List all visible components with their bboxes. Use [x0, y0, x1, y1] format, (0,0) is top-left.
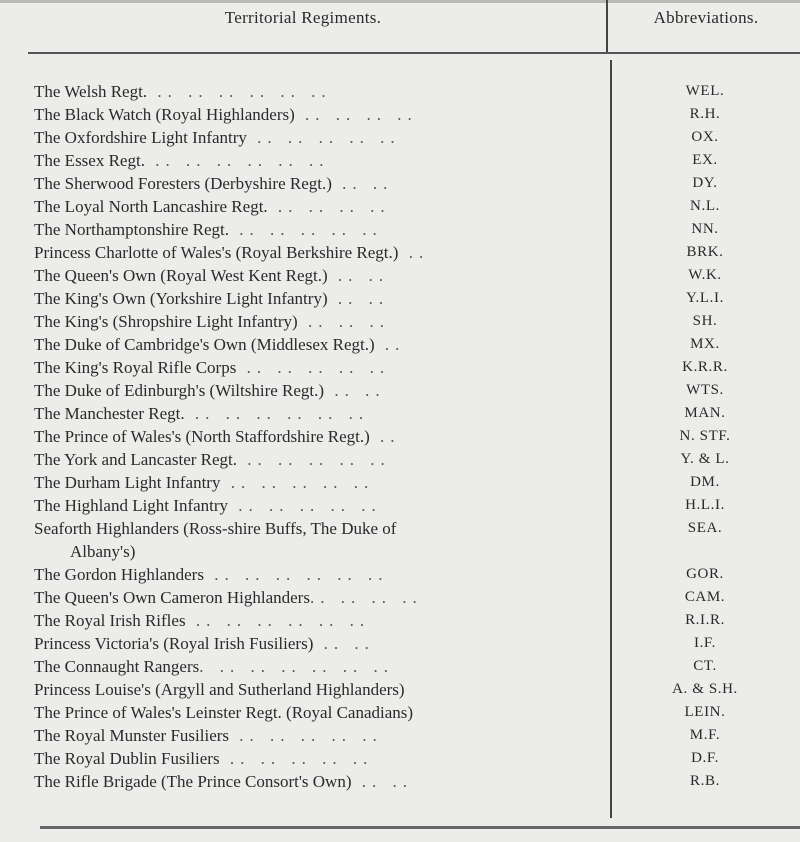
table-row	[0, 655, 800, 678]
table-row	[0, 287, 800, 310]
dot-leader: .. .. .. .. .. ..	[185, 611, 371, 630]
dot-leader: .. .. .. .. ..	[229, 220, 383, 239]
regiment-name-text: The Northamptonshire Regt.	[34, 220, 229, 239]
table-row	[0, 609, 800, 632]
regiment-name	[34, 287, 604, 310]
regiment-name	[34, 333, 604, 356]
regiment-name-continuation: Albany's)	[70, 542, 136, 561]
regiment-abbreviation: OX.	[691, 129, 719, 145]
regiment-name	[34, 471, 604, 494]
regiment-abbreviation: R.H.	[689, 106, 721, 122]
dot-leader: .. .. .. .. ..	[219, 749, 374, 768]
dot-leader: .. .. .. .. .. ..	[147, 82, 332, 101]
table-row	[0, 310, 800, 333]
table-row	[0, 701, 800, 724]
regiment-abbreviation: LEIN.	[684, 704, 726, 720]
dot-leader: .. ..	[313, 634, 375, 653]
dot-leader: .. .. ..	[297, 312, 390, 331]
regiment-name	[34, 632, 604, 655]
header-column-divider	[606, 0, 608, 52]
table-row	[0, 770, 800, 793]
regiment-abbreviation: EX.	[692, 152, 718, 168]
dot-leader: .. .. .. .. ..	[237, 450, 391, 469]
table-row	[0, 747, 800, 770]
regiment-abbreviation: GOR.	[686, 566, 724, 582]
regiment-name	[34, 218, 604, 241]
regiment-name-text: The Welsh Regt.	[34, 82, 148, 101]
regiment-name	[34, 678, 604, 701]
regiment-name-text: The Black Watch (Royal Highlanders)	[34, 105, 295, 124]
regiment-name	[34, 701, 604, 724]
regiment-name-text: The Manchester Regt.	[34, 404, 185, 423]
regiment-name-text: The Queen's Own Cameron Highlanders	[34, 588, 310, 607]
table-row	[0, 103, 800, 126]
regiment-name	[34, 264, 604, 287]
regiment-name	[34, 747, 604, 770]
regiment-name	[34, 586, 604, 609]
regiment-name-text: The Connaught Rangers	[34, 657, 200, 676]
regiment-abbreviation: R.I.R.	[685, 612, 725, 628]
regiment-abbreviation: CAM.	[684, 589, 726, 605]
dot-leader: ..	[369, 427, 401, 446]
regiment-abbreviation: DM.	[690, 474, 720, 490]
dot-leader: .. .. .. .. .. ..	[144, 151, 330, 170]
regiment-name-text: Princess Charlotte of Wales's (Royal Berkshire Regt.)	[34, 243, 399, 262]
regiment-abbreviation: Y. & L.	[680, 451, 730, 467]
regiment-name-text: The Loyal North Lancashire Regt.	[34, 197, 268, 216]
regiment-name-text: The Royal Munster Fusiliers	[34, 726, 230, 745]
table-row	[0, 471, 800, 494]
regiment-abbreviation: K.R.R.	[682, 359, 728, 375]
dot-leader: .. .. .. .. ..	[220, 473, 375, 492]
regiment-name	[34, 80, 604, 103]
regiment-name	[34, 655, 604, 678]
table-row	[0, 517, 800, 563]
regiment-abbreviation: A. & S.H.	[672, 681, 738, 697]
regiment-name	[34, 563, 604, 586]
table-row	[0, 632, 800, 655]
table-row	[0, 448, 800, 471]
dot-leader: .. .. .. .. .. ..	[203, 565, 389, 584]
table-row	[0, 494, 800, 517]
table-row	[0, 172, 800, 195]
regiment-name-text: The King's Own (Yorkshire Light Infantry)	[34, 289, 328, 308]
header-rule	[28, 52, 800, 54]
table-row	[0, 724, 800, 747]
regiment-abbreviation: WEL.	[685, 83, 725, 99]
regiment-abbreviation: MX.	[690, 336, 720, 352]
regiment-abbreviation: R.B.	[690, 773, 720, 789]
dot-leader: .. ..	[327, 289, 390, 308]
table-row	[0, 218, 800, 241]
regiment-name-text: The Rifle Brigade (The Prince Consort's Own)	[34, 772, 352, 791]
dot-leader: .. .. .. ..	[294, 105, 418, 124]
dot-leader: .. .. .. .. ..	[236, 358, 391, 377]
dot-leader: ..	[374, 335, 406, 354]
regiment-abbreviation: NN.	[691, 221, 719, 237]
regiment-name-text: The Royal Irish Rifles	[34, 611, 186, 630]
regiment-name	[34, 379, 604, 402]
regiment-name-text: The King's (Shropshire Light Infantry)	[34, 312, 298, 331]
regiment-abbreviation: I.F.	[693, 635, 717, 651]
table-row	[0, 126, 800, 149]
regiment-name	[34, 425, 604, 448]
table-row	[0, 563, 800, 586]
regiment-name-text: The Prince of Wales's Leinster Regt. (Royal Canadians)	[34, 703, 414, 722]
regiment-abbreviation: D.F.	[691, 750, 719, 766]
table-row	[0, 356, 800, 379]
regiment-name	[34, 356, 604, 379]
regiment-abbreviation: CT.	[693, 658, 717, 674]
table-row	[0, 333, 800, 356]
regiment-name-text: The Oxfordshire Light Infantry	[34, 128, 247, 147]
regiment-abbreviation: H.L.I.	[685, 497, 725, 513]
regiment-name	[34, 448, 604, 471]
regiment-abbreviation: SEA.	[687, 520, 723, 536]
regiments-table	[0, 80, 800, 793]
regiment-name	[34, 310, 604, 333]
table-row	[0, 149, 800, 172]
table-row	[0, 241, 800, 264]
regiment-name	[34, 724, 604, 747]
regiment-name-text: The Durham Light Infantry	[34, 473, 221, 492]
table-row	[0, 402, 800, 425]
table-row	[0, 264, 800, 287]
top-rule	[0, 0, 800, 3]
dot-leader: .. .. .. .. ..	[229, 726, 383, 745]
regiment-name	[34, 103, 604, 126]
table-row	[0, 379, 800, 402]
regiment-abbreviation: N. STF.	[679, 428, 731, 444]
regiment-abbreviation: N.L.	[690, 198, 720, 214]
table-row	[0, 586, 800, 609]
regiment-name-text: Seaforth Highlanders (Ross-shire Buffs, The Duke of	[34, 519, 397, 538]
regiment-name-text: The Queen's Own (Royal West Kent Regt.)	[34, 266, 328, 285]
regiment-name-text: The Highland Light Infantry	[34, 496, 229, 515]
dot-leader: .. ..	[351, 772, 413, 791]
regiment-name	[34, 517, 604, 563]
dot-leader: .. .. .. .. ..	[228, 496, 382, 515]
regiment-name	[34, 494, 604, 517]
regiment-name	[34, 126, 604, 149]
table-row	[0, 195, 800, 218]
regiment-name	[34, 195, 604, 218]
dot-leader: ..	[398, 243, 430, 262]
dot-leader: .. ..	[331, 174, 394, 193]
dot-leader: .. ..	[324, 381, 386, 400]
dot-leader: .. .. .. ..	[309, 588, 423, 607]
regiment-abbreviation: DY.	[692, 175, 718, 191]
regiment-name-text: The Gordon Highlanders	[34, 565, 204, 584]
column-header-regiments: Territorial Regiments.	[224, 8, 382, 27]
regiment-name-text: The Sherwood Foresters (Derbyshire Regt.)	[34, 174, 332, 193]
regiment-abbreviation: W.K.	[688, 267, 722, 283]
table-row	[0, 80, 800, 103]
dot-leader: . .. .. .. .. .. ..	[199, 657, 394, 676]
regiment-name-text: The Essex Regt.	[34, 151, 145, 170]
dot-leader: .. ..	[327, 266, 390, 285]
regiment-name	[34, 770, 604, 793]
bottom-rule	[40, 826, 800, 829]
regiment-abbreviation: Y.L.I.	[686, 290, 724, 306]
regiment-name	[34, 172, 604, 195]
regiment-name-text: The Duke of Edinburgh's (Wiltshire Regt.)	[34, 381, 325, 400]
regiment-name-text: The Duke of Cambridge's Own (Middlesex Regt.)	[34, 335, 375, 354]
table-row	[0, 678, 800, 701]
regiment-name	[34, 402, 604, 425]
table-row	[0, 425, 800, 448]
regiment-name	[34, 241, 604, 264]
regiment-name-text: The York and Lancaster Regt.	[34, 450, 238, 469]
regiment-abbreviation: WTS.	[686, 382, 724, 398]
dot-leader: .. .. .. .. ..	[246, 128, 401, 147]
regiment-abbreviation: BRK.	[686, 244, 724, 260]
column-header-abbreviations: Abbreviations.	[653, 8, 759, 27]
dot-leader: .. .. .. .. .. ..	[184, 404, 370, 423]
regiment-abbreviation: M.F.	[689, 727, 721, 743]
regiment-name	[34, 609, 604, 632]
dot-leader: .. .. .. ..	[267, 197, 391, 216]
regiment-name-text: Princess Victoria's (Royal Irish Fusiliers)	[34, 634, 314, 653]
regiment-name-text: The King's Royal Rifle Corps	[34, 358, 237, 377]
regiment-name-text: The Royal Dublin Fusiliers	[34, 749, 220, 768]
regiment-name	[34, 149, 604, 172]
regiment-name-text: The Prince of Wales's (North Staffordshire Regt.)	[34, 427, 370, 446]
regiment-abbreviation: MAN.	[684, 405, 726, 421]
regiment-name-text: Princess Louise's (Argyll and Sutherland Highlanders)	[34, 680, 405, 699]
regiment-abbreviation: SH.	[692, 313, 718, 329]
